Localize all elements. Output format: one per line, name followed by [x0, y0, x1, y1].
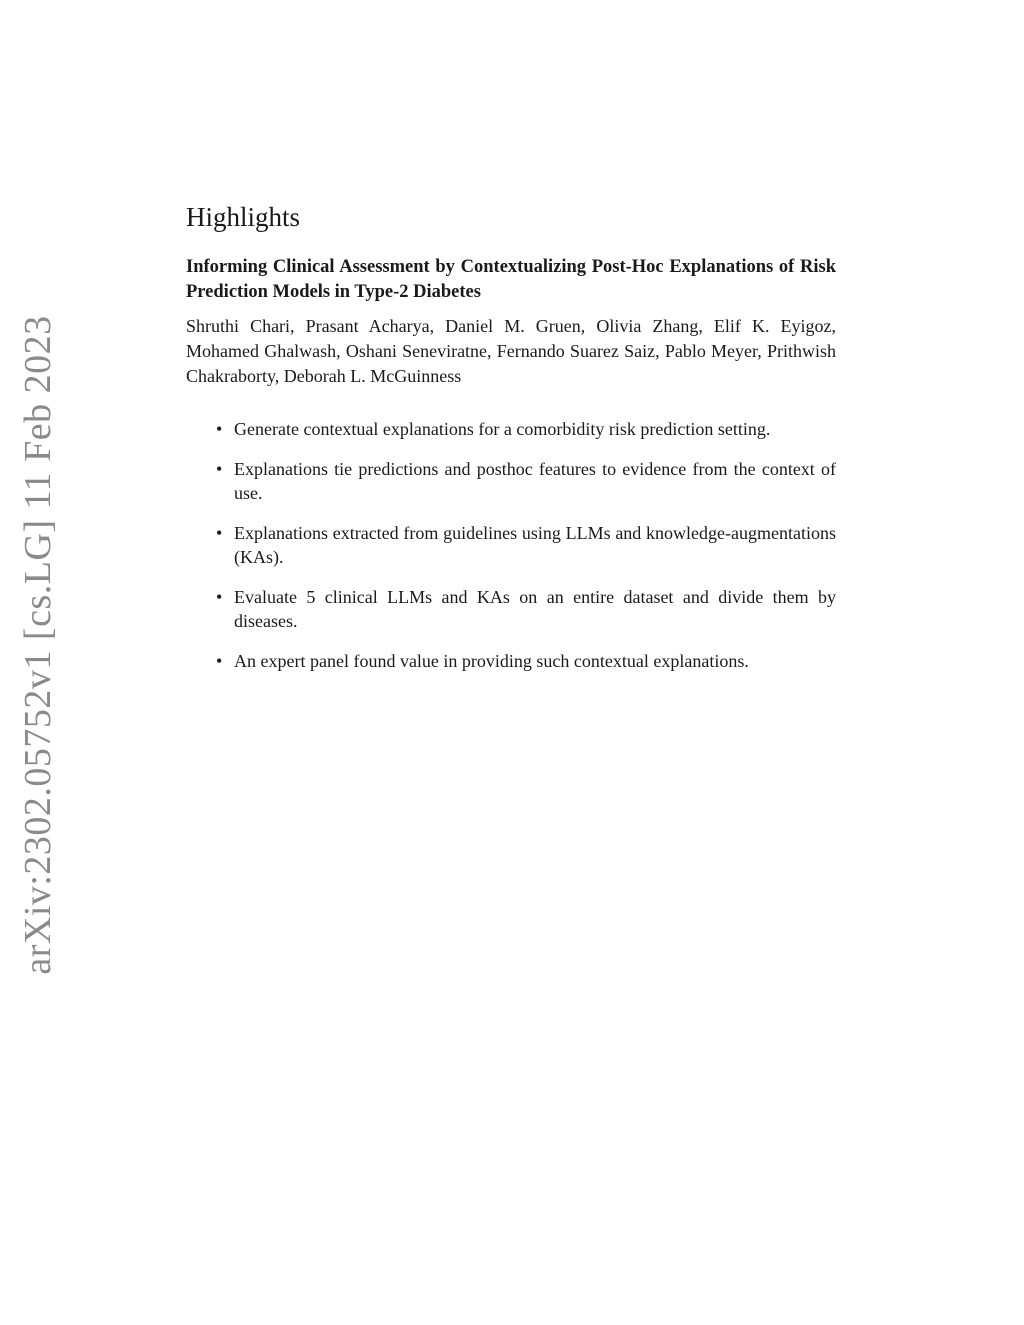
bullet-icon: •: [216, 587, 223, 607]
highlight-item: [186, 417, 836, 441]
bullet-icon: •: [216, 459, 223, 479]
highlight-item: [186, 457, 836, 505]
bullet-icon: •: [216, 419, 223, 439]
highlight-item: [186, 521, 836, 569]
author-list: Shruthi Chari, Prasant Acharya, Daniel M. Gruen, Olivia Zhang, Elif K. Eyigoz, Mohamed Ghalwash, Oshani Seneviratne, Fernando Suarez Saiz, Pablo Meyer, Prithwish Chakraborty, Deborah L. McGuinness: [186, 316, 836, 386]
highlight-text: Explanations tie predictions and posthoc features to evidence from the context of use.: [234, 459, 836, 503]
bullet-icon: •: [216, 651, 223, 671]
highlight-text: Generate contextual explanations for a comorbidity risk prediction setting.: [234, 419, 771, 439]
page-heading: Highlights: [186, 202, 301, 232]
highlight-item: [186, 649, 836, 673]
highlights-page: [186, 202, 836, 689]
highlight-text: Explanations extracted from guidelines using LLMs and knowledge-augmentations (KAs).: [234, 523, 836, 567]
arxiv-identifier-stamp: arXiv:2302.05752v1 [cs.LG] 11 Feb 2023: [17, 315, 59, 975]
bullet-icon: •: [216, 523, 223, 543]
highlight-text: An expert panel found value in providing such contextual explanations.: [234, 651, 749, 671]
highlights-list: [186, 417, 836, 673]
highlight-text: Evaluate 5 clinical LLMs and KAs on an entire dataset and divide them by diseases.: [234, 587, 836, 631]
paper-title: Informing Clinical Assessment by Contextualizing Post-Hoc Explanations of Risk Prediction Models in Type-2 Diabetes: [186, 257, 836, 302]
highlight-item: [186, 585, 836, 633]
